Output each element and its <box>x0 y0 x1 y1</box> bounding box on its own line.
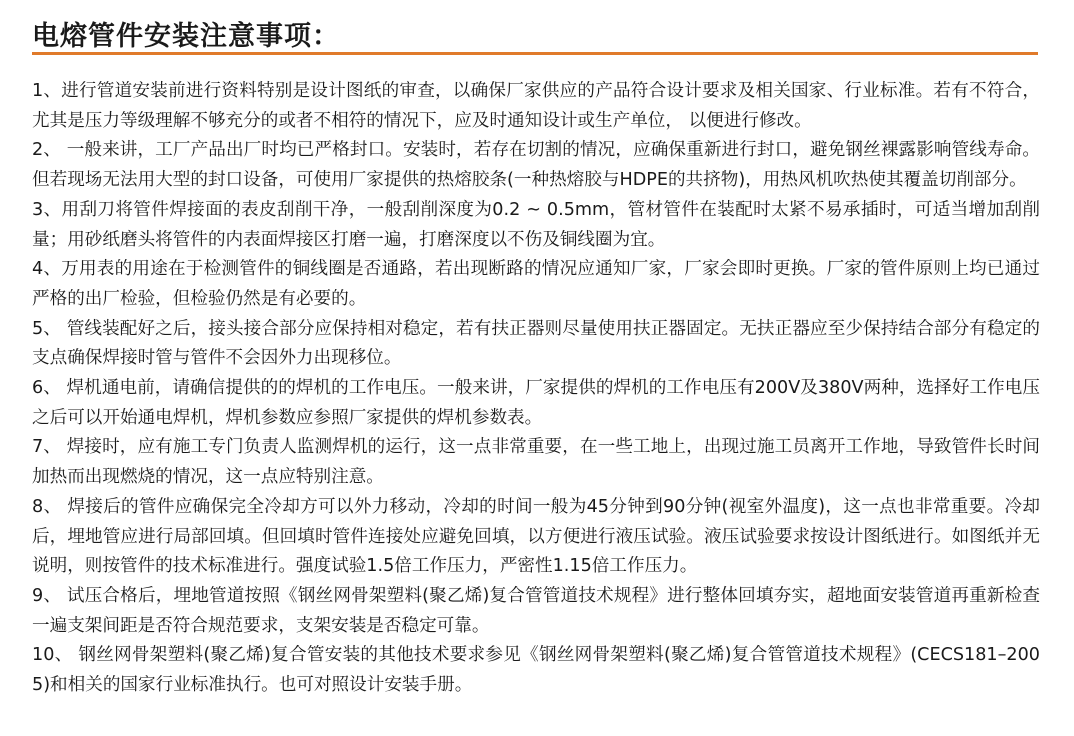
note-item-6: 6、 焊机通电前，请确信提供的的焊机的工作电压。一般来讲，厂家提供的焊机的工作电压有200V及380V两种，选择好工作电压之后可以开始通电焊机，焊机参数应参照厂家提供的焊机参数表。 <box>32 378 1040 428</box>
note-item-5: 5、 管线装配好之后，接头接合部分应保持相对稳定，若有扶正器则尽量使用扶正器固定。无扶正器应至少保持结合部分有稳定的支点确保焊接时管与管件不会因外力出现移位。 <box>32 318 1040 369</box>
note-item-1: 1、进行管道安装前进行资料特别是设计图纸的审查，以确保厂家供应的产品符合设计要求及相关国家、行业标准。若有不符合，尤其是压力等级理解不够充分的或者不相符的情况下，应及时通知设计或生产单位， 以便进行修改。 <box>32 81 1040 131</box>
title-underline <box>32 52 1038 55</box>
note-item-8: 8、 焊接后的管件应确保完全冷却方可以外力移动，冷却的时间一般为45分钟到90分钟(视室外温度)，这一点也非常重要。冷却后，埋地管应进行局部回填。但回填时管件连接处应避免回填，以方便进行液压试验。液压试验要求按设计图纸进行。如图纸并无说明，则按管件的技术标准进行。强度试验1.5倍工作压力，严密性1.15倍工作压力。 <box>32 496 1040 577</box>
note-item-4: 4、万用表的用途在于检测管件的铜线圈是否通路，若出现断路的情况应通知厂家，厂家会即时更换。厂家的管件原则上均已通过严格的出厂检验，但检验仍然是有必要的。 <box>32 259 1040 309</box>
note-item-10: 10、 钢丝网骨架塑料(聚乙烯)复合管安装的其他技术要求参见《钢丝网骨架塑料(聚乙烯)复合管管道技术规程》(CECS181–2005)和相关的国家行业标准执行。也可对照设计安装手册。 <box>32 645 1040 696</box>
page-title: 电熔管件安装注意事项： <box>32 21 340 52</box>
note-item-3: 3、用刮刀将管件焊接面的表皮刮削干净，一般刮削深度为0.2 ~ 0.5mm，管材管件在装配时太紧不易承插时，可适当增加刮削量；用砂纸磨头将管件的内表面焊接区打磨一遍，打磨深度以不伤及铜线圈为宜。 <box>32 199 1040 250</box>
note-item-2: 2、 一般来讲，工厂产品出厂时均已严格封口。安装时，若存在切割的情况，应确保重新进行封口，避免钢丝裸露影响管线寿命。但若现场无法用大型的封口设备，可使用厂家提供的热熔胶条(一种热熔胶与HDPE的共挤物)，用热风机吹热使其覆盖切削部分。 <box>32 140 1040 191</box>
note-item-7: 7、 焊接时，应有施工专门负责人监测焊机的运行，这一点非常重要，在一些工地上，出现过施工员离开工作地，导致管件长时间加热而出现燃烧的情况，这一点应特别注意。 <box>32 437 1040 488</box>
note-item-9: 9、 试压合格后，埋地管道按照《钢丝网骨架塑料(聚乙烯)复合管管道技术规程》进行整体回填夯实，超地面安装管道再重新检查一遍支架间距是否符合规范要求，支架安装是否稳定可靠。 <box>32 585 1040 636</box>
notes-list <box>32 77 1040 701</box>
